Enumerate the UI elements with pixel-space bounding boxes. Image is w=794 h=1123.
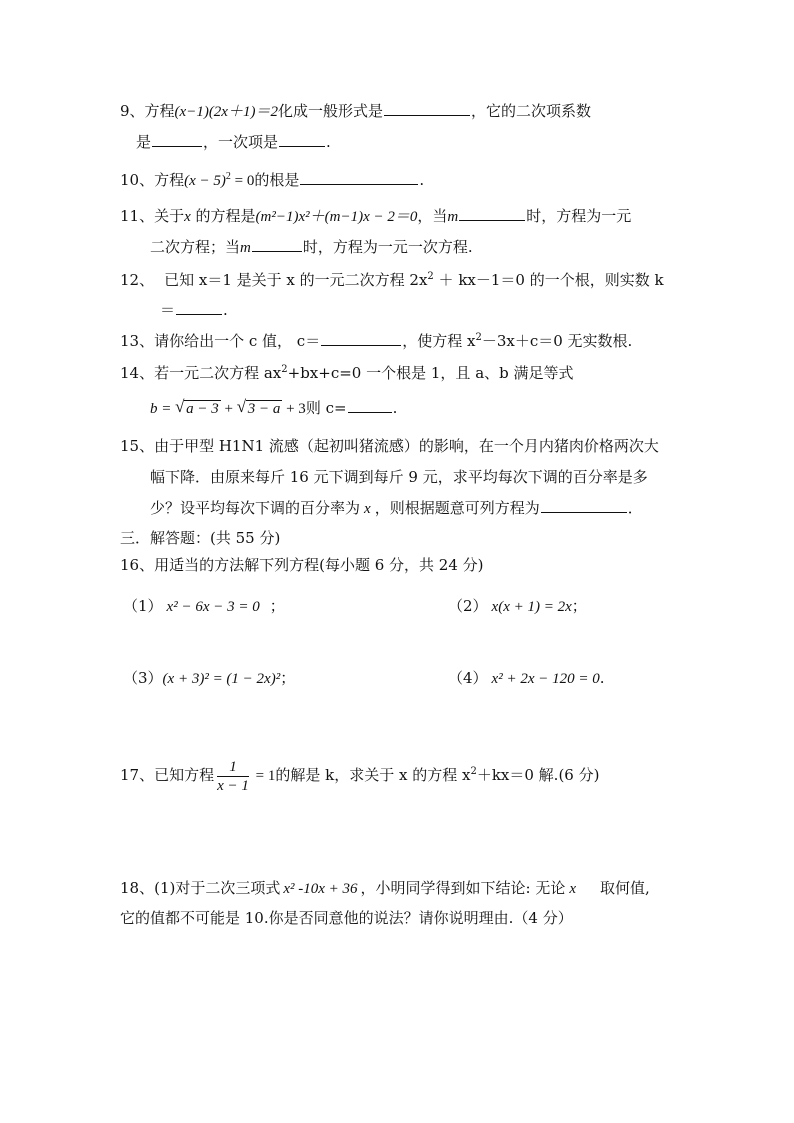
q14-plus: +	[220, 401, 237, 417]
q16-p2-end: ；	[571, 597, 587, 615]
q11-blank-1[interactable]	[459, 206, 525, 221]
q16-part-2	[448, 596, 587, 617]
q17-text: 的解是 k，求关于 x 的方程 x	[275, 766, 471, 784]
q14-text-3: 则 c=	[305, 399, 347, 417]
q14-text: 若一元二次方程 ax	[154, 364, 282, 382]
q17-exponent: 2	[470, 766, 477, 777]
q10-equation-rest: = 0	[230, 173, 255, 189]
q18-expression: x² -10x + 36	[283, 881, 358, 897]
q13-text-3: －3x＋c＝0 无实数根.	[481, 332, 633, 350]
question-14	[120, 363, 574, 383]
question-9	[120, 101, 591, 122]
q12-label: 12、	[120, 271, 155, 289]
q14-radical-2: √ 3 − a	[236, 397, 281, 417]
q13-text: 请你给出一个 c 值， c＝	[154, 332, 321, 350]
q16-title: 16、用适当的方法解下列方程(每小题 6 分，共 24 分)	[120, 556, 484, 574]
q11-text-2: ，当	[417, 207, 448, 225]
question-15	[120, 436, 659, 456]
q18-text: ，小明同学得到如下结论: 无论	[360, 879, 566, 897]
q18-line-2-text: 它的值都不可能是 10.你是否同意他的说法？请你说明理由.（4 分）	[120, 909, 573, 927]
q9-equation: (x−1)(2x＋1)＝2	[174, 104, 278, 120]
q16-p1-label: （1）	[123, 597, 163, 615]
q16-part-1	[123, 596, 285, 617]
q12-blank[interactable]	[176, 300, 222, 315]
q14-text-2: +bx+c=0 一个根是 1，且 a、b 满足等式	[287, 364, 574, 382]
q10-label: 10、方程	[120, 171, 185, 189]
q16-p2-label: （2）	[448, 597, 488, 615]
q11-equation: (m²−1)x²＋(m−1)x − 2＝0	[255, 209, 418, 225]
q16-p1-equation: x² − 6x − 3 = 0	[166, 599, 260, 615]
q18-text-2: 取何值,	[600, 879, 650, 897]
q16-p3-end: ；	[280, 669, 296, 687]
q12-text-3: ＝	[160, 301, 176, 319]
q12-end: .	[223, 301, 228, 319]
question-14-formula	[150, 398, 397, 419]
q13-text-2: ，使方程 x	[402, 332, 476, 350]
question-18-line-2	[120, 908, 573, 928]
q17-numerator: 1	[217, 758, 249, 777]
q10-exponent: 2	[225, 171, 231, 182]
question-18	[120, 878, 650, 899]
q16-p4-equation: x² + 2x − 120 = 0	[491, 671, 600, 687]
q10-blank[interactable]	[300, 170, 418, 185]
q11-var-m: m	[447, 209, 459, 225]
q9-text: 化成一般形式是	[277, 102, 383, 120]
q9-text-2: ，它的二次项系数	[470, 102, 591, 120]
question-12	[120, 270, 664, 290]
q16-p3-equation: (x + 3)² = (1 − 2x)²	[162, 671, 281, 687]
q14-radical-1: √ a − 3	[175, 397, 219, 417]
q9-end: .	[326, 133, 331, 151]
q11-var-m-2: m	[240, 240, 251, 256]
q13-label: 13、	[120, 332, 155, 350]
question-17	[120, 755, 599, 796]
q15-line-3a: 少？设平均每次下调的百分率为	[150, 499, 361, 517]
q18-label: 18、(1)对于二次三项式	[120, 879, 281, 897]
q14-label: 14、	[120, 364, 155, 382]
q14-blank[interactable]	[348, 398, 392, 413]
q9-blank-3[interactable]	[279, 132, 325, 147]
q11-text-4: 二次方程；当	[150, 238, 241, 256]
q14-radicand-2: 3 − a	[247, 401, 281, 417]
q11-blank-2[interactable]	[252, 237, 302, 252]
question-10	[120, 170, 424, 191]
q14-b-equals: b =	[150, 401, 176, 417]
question-15-line-2	[150, 467, 648, 487]
section-3-text: 三．解答题：(共 55 分)	[120, 529, 281, 547]
q9-blank-1[interactable]	[384, 101, 470, 116]
q17-equation-rest: = 1	[251, 768, 276, 784]
q17-label: 17、已知方程	[120, 766, 215, 784]
question-13	[120, 331, 632, 351]
q16-part-3	[123, 668, 295, 689]
question-15-line-3	[150, 498, 643, 519]
q12-exponent: 2	[427, 271, 434, 282]
q12-text: 已知 x＝1 是关于 x 的一元二次方程 2x	[164, 271, 428, 289]
q10-end: .	[419, 171, 425, 189]
section-3-heading	[120, 528, 280, 548]
q16-p3-label: （3）	[123, 669, 163, 687]
q9-blank-2[interactable]	[152, 132, 202, 147]
q11-text-5: 时，方程为一元一次方程.	[302, 238, 473, 256]
q16-p4-label: （4）	[448, 669, 488, 687]
q15-blank[interactable]	[541, 498, 627, 513]
question-11-cont	[150, 237, 473, 258]
q14-radicand-1: a − 3	[186, 401, 219, 417]
q15-end: ．	[627, 499, 643, 517]
q10-equation: (x − 5)	[184, 173, 226, 189]
question-9-cont	[136, 132, 331, 152]
q11-var-x: x	[184, 209, 191, 225]
question-11	[120, 206, 631, 227]
q15-line-2-text: 幅下降．由原来每斤 16 元下调到每斤 9 元，求平均每次下调的百分率是多	[150, 468, 648, 486]
q16-p4-end: .	[599, 669, 605, 687]
q11-text: 的方程是	[190, 207, 256, 225]
q15-line-3b: ，则根据题意可列方程为	[374, 499, 540, 517]
q14-exponent: 2	[281, 364, 288, 375]
q16-p1-end: ；	[269, 597, 285, 615]
q12-text-2: ＋ kx－1＝0 的一个根，则实数 k	[433, 271, 664, 289]
q13-blank[interactable]	[321, 331, 401, 346]
q9-text-4: ，一次项是	[203, 133, 279, 151]
q10-text: 的根是	[254, 171, 300, 189]
q14-end: .	[392, 399, 398, 417]
q14-plus-3: + 3	[282, 401, 306, 417]
question-16	[120, 555, 484, 575]
q17-fraction	[217, 758, 249, 795]
question-12-cont	[160, 300, 228, 320]
q9-text-3: 是	[136, 133, 152, 151]
q16-part-4	[448, 668, 605, 689]
q11-label: 11、关于	[120, 207, 185, 225]
q15-var-x: x	[364, 501, 371, 517]
q11-text-3: 时，方程为一元	[526, 207, 632, 225]
q17-text-2: ＋kx＝0 解.(6 分)	[476, 766, 600, 784]
q16-p2-equation: x(x + 1) = 2x	[491, 599, 572, 615]
q18-var-x: x	[569, 881, 577, 897]
q13-exponent: 2	[475, 332, 482, 343]
q9-label: 9、方程	[120, 102, 175, 120]
q15-line-1: 15、由于甲型 H1N1 流感（起初叫猪流感）的影响，在一个月内猪肉价格两次大	[120, 437, 659, 455]
q17-denominator: x − 1	[217, 777, 249, 794]
